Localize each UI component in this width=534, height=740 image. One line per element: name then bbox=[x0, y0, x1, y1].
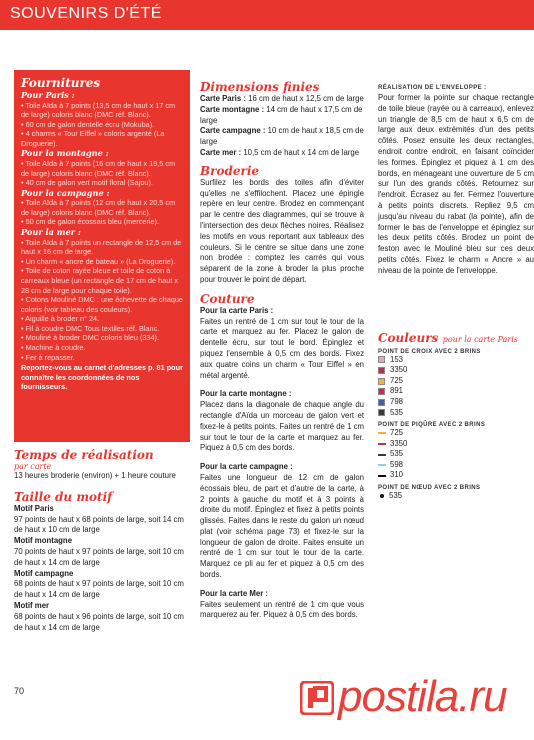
temps-sub: par carte bbox=[14, 462, 52, 471]
column-right bbox=[378, 85, 534, 502]
fournitures-item: • 4 charms « Tour Eiffel » coloris argenté (La Droguerie). bbox=[21, 129, 165, 148]
dimension-label: Carte Paris : bbox=[200, 94, 246, 103]
column-left bbox=[14, 448, 194, 633]
fournitures-item: • Cotons Mouliné DMC : une échevette de chaque coloris (voir tableau des couleurs). bbox=[21, 295, 183, 314]
fournitures-item: • Mouliné à broder DMC coloris bleu (334). bbox=[21, 333, 160, 343]
croix-color-row bbox=[378, 376, 534, 387]
color-code: 891 bbox=[390, 386, 404, 396]
piqure-label: POINT DE PIQÛRE AVEC 2 BRINS bbox=[378, 422, 486, 429]
fournitures-item: • 40 cm de galon vert motif floral (Sajou). bbox=[21, 178, 153, 188]
color-code: 798 bbox=[390, 396, 404, 406]
color-code: 535 bbox=[389, 491, 403, 501]
line-swatch-icon bbox=[378, 454, 386, 456]
fournitures-item: • 60 cm de galon dentelle écru (Mokuba). bbox=[21, 119, 155, 129]
fournitures-subheading: Pour la montagne : bbox=[21, 148, 109, 159]
watermark bbox=[300, 672, 507, 722]
color-swatch-icon bbox=[378, 399, 385, 406]
dimension-label: Carte mer : bbox=[200, 147, 242, 157]
piqure-list bbox=[378, 428, 534, 481]
line-swatch-icon bbox=[378, 475, 386, 477]
piqure-color-row bbox=[378, 449, 534, 460]
croix-list bbox=[378, 355, 534, 419]
fournitures-item: • Un charm « ancre de bateau » (La Droguerie). bbox=[21, 256, 176, 266]
section-title: SOUVENIRS D'ÉTÉ bbox=[10, 5, 162, 22]
fournitures-item: • Toile Aïda à 7 points (12 cm de haut x 20,5 cm de large) coloris blanc (DMC réf. Blanc). bbox=[21, 198, 176, 217]
croix-color-row bbox=[378, 355, 534, 366]
dimensions-title: Dimensions finies bbox=[200, 80, 320, 94]
line-swatch-icon bbox=[378, 432, 386, 434]
line-swatch-icon bbox=[378, 464, 386, 466]
dimension-label: Carte campagne : bbox=[200, 126, 266, 136]
couture-text: Faites seulement un rentré de 1 cm que vous marquerez au fer. Piquez à 0,5 cm des bords. bbox=[200, 599, 364, 620]
couleurs-block bbox=[378, 329, 534, 502]
postila-logo-icon bbox=[300, 681, 334, 715]
watermark-text: postila.ru bbox=[338, 672, 507, 721]
noeud-color-row bbox=[378, 491, 534, 502]
fournitures-item: • Toile Aïda à 7 points un rectangle de 12,5 cm de haut x 16 cm de large. bbox=[21, 237, 182, 257]
dimensions-list bbox=[200, 94, 364, 159]
dimension-row bbox=[200, 94, 364, 105]
piqure-color-row bbox=[378, 428, 534, 439]
fournitures-item: • Fer à repasser. bbox=[21, 352, 75, 362]
color-swatch-icon bbox=[378, 367, 385, 374]
croix-color-row bbox=[378, 365, 534, 376]
color-code: 3350 bbox=[390, 365, 408, 375]
croix-color-row bbox=[378, 397, 534, 408]
broderie-title: Broderie bbox=[200, 163, 260, 178]
fournitures-item: • Toile Aïda à 7 points (16 cm de haut x 19,5 cm de large) coloris blanc (DMC réf. Blanc). bbox=[21, 158, 176, 178]
dimension-row bbox=[200, 105, 364, 127]
fournitures-title: Fournitures bbox=[21, 76, 101, 90]
taille-item-name: Motif montagne bbox=[14, 536, 73, 546]
noeud-label: POINT DE NŒUD AVEC 2 BRINS bbox=[378, 485, 481, 492]
column-middle bbox=[200, 80, 364, 621]
color-code: 310 bbox=[390, 470, 404, 480]
taille-title: Taille du motif bbox=[14, 489, 113, 504]
fournitures-item: • Fil à coudre DMC Tous textiles réf. Blanc. bbox=[21, 323, 160, 333]
line-swatch-icon bbox=[378, 443, 386, 445]
fournitures-subheading: Pour la campagne : bbox=[21, 187, 110, 198]
fournitures-box bbox=[14, 70, 190, 442]
croix-color-row bbox=[378, 386, 534, 397]
taille-item-text: 70 points de haut x 97 points de large, soit 10 cm de haut x 14 cm de large bbox=[14, 546, 184, 567]
enveloppe-text: Pour former la pointe sur chaque rectangle de toile bleue (rayée ou à carreaux), enlevez un triangle de 8,5 cm de haut x 6,5 cm de large aux deux extrémités d'un des petits côtés. Posez ensuite les deux rectangles, endroit contre endroit, en faisant coïncider les formes. Épinglez et piquez à 1 cm des bords, en ménageant une ouverture de 5 cm sur l'un des grands côtés. Retournez sur l'endroit. Écrasez au fer. Fermez l'ouverture à petits points discrets. Repliez 9,5 cm jusqu'au niveau du rabat (la pointe), afin de former le bas de l'enveloppe et épinglez sur les deux petits côtés. Brodez un point de feston avec le Mouliné bleu sur ces deux petits côtés. Fixez le charm « Ancre » au niveau de la pointe de l'enveloppe. bbox=[378, 93, 534, 275]
couture-title: Couture bbox=[200, 291, 255, 306]
temps-title: Temps de réalisation bbox=[14, 448, 154, 462]
color-code: 725 bbox=[390, 375, 404, 385]
couture-text: Placez dans la diagonale de chaque angle du rectangle d'Aïda un morceau de galon vert et fixez-le à petits points. Faites un rentré de 1 cm sur tout le tour de la carte et marquez au fer. Piquez à 0,5 cm des bords. bbox=[200, 400, 364, 453]
color-swatch-icon bbox=[378, 388, 385, 395]
taille-item-text: 68 points de haut x 97 points de large, soit 10 cm de haut x 14 cm de large bbox=[14, 579, 184, 600]
fournitures-item: • 50 cm de galon écossais bleu (mercerie). bbox=[21, 217, 160, 227]
dimension-row bbox=[200, 126, 364, 148]
dimension-value: 16 cm de haut x 12,5 cm de large bbox=[245, 94, 364, 103]
dimension-label: Carte montagne : bbox=[200, 104, 265, 114]
couture-text: Faites une longueur de 12 cm de galon écossais bleu, de part et d'autre de la carte, à 2 points à gauche du motif et à 3 points à droite du motif. Épinglez et fixez à petits points glissés. Faites dans le reste du galon un nœud plat (voir schéma page 73) et fixez-le sur la longueur de galon de droite. Faites ensuite un rentré de 1 cm sur tout le tour de la carte. Marquez ce pli au fer et piquez à 0,5 cm des bords. bbox=[200, 472, 364, 580]
taille-item-text: 97 points de haut x 68 points de large, soit 14 cm de haut x 10 cm de large bbox=[14, 514, 184, 535]
fournitures-item: • Aiguille à broder n° 24. bbox=[21, 314, 100, 324]
color-swatch-icon bbox=[378, 378, 385, 385]
fournitures-item: • Toile Aïda à 7 points (13,5 cm de haut x 17 cm de large) coloris blanc (DMC réf. Blanc). bbox=[21, 100, 176, 120]
couture-heading: Pour la carte Paris : bbox=[200, 305, 274, 315]
fournitures-item: • Machine à coudre. bbox=[21, 343, 86, 353]
color-code: 598 bbox=[390, 459, 404, 469]
color-code: 725 bbox=[390, 428, 404, 438]
fournitures-subheading: Pour Paris : bbox=[21, 90, 75, 100]
croix-color-row bbox=[378, 408, 534, 419]
temps-text: 13 heures broderie (environ) + 1 heure couture bbox=[14, 471, 176, 480]
color-code: 535 bbox=[390, 407, 404, 417]
dimension-value: 14 cm de haut x 17,5 cm de large bbox=[200, 104, 363, 125]
couleurs-sub: pour la carte Paris bbox=[442, 334, 518, 344]
taille-item-name: Motif Paris bbox=[14, 503, 54, 513]
couture-heading: Pour la carte montagne : bbox=[200, 389, 292, 399]
couture-text: Faites un rentré de 1 cm sur tout le tour de la carte et marquez au fer. Placez le galon de dentelle écru, sur tout le bord. Épinglez et piquez l'ensemble à 0,5 cm des bords. Fixez aux quatre coins un charm « Tour Eiffel » en métal argenté. bbox=[200, 316, 364, 380]
taille-list bbox=[14, 504, 194, 634]
couture-list bbox=[200, 306, 364, 622]
fournitures-groups bbox=[21, 90, 184, 362]
color-swatch-icon bbox=[378, 356, 385, 363]
fournitures-note: Reportez-vous au carnet d'adresses p. 81 pour connaître les coordonnées de nos fournisseurs. bbox=[21, 363, 183, 392]
taille-item-name: Motif mer bbox=[14, 600, 50, 610]
couture-heading: Pour la carte Mer : bbox=[200, 588, 269, 598]
couleurs-title: Couleurs bbox=[378, 330, 439, 345]
piqure-color-row bbox=[378, 460, 534, 471]
taille-item-name: Motif campagne bbox=[14, 568, 74, 578]
color-code: 153 bbox=[390, 354, 404, 364]
knot-dot-icon bbox=[380, 494, 384, 498]
color-swatch-icon bbox=[378, 409, 385, 416]
taille-item-text: 68 points de haut x 96 points de large, soit 10 cm de haut x 14 cm de large bbox=[14, 611, 184, 632]
noeud-list bbox=[378, 491, 534, 502]
couture-heading: Pour la carte campagne : bbox=[200, 462, 293, 472]
enveloppe-title: RÉALISATION DE L'ENVELOPPE : bbox=[378, 85, 487, 91]
dimension-value: 10 cm de haut x 18,5 cm de large bbox=[200, 126, 364, 147]
dimension-row bbox=[200, 148, 364, 159]
piqure-color-row bbox=[378, 439, 534, 450]
broderie-text: Surfilez les bords des toiles afin d'éviter qu'elles ne s'effilochent. Placez une épingle repère en leur centre. Brodez en commençant par le centre des diagrammes, qui se trouve à l'intersection des deux flèches noires. Réalisez les motifs en vous reportant aux tableaux des couleurs. Si le centre se situe dans une zone non brodée : comptez les carrés qui vous séparent de la zone à broder la plus proche pour trouver le point de départ. bbox=[200, 177, 364, 284]
croix-label: POINT DE CROIX AVEC 2 BRINS bbox=[378, 348, 481, 355]
color-code: 3350 bbox=[390, 438, 408, 448]
piqure-color-row bbox=[378, 470, 534, 481]
fournitures-subheading: Pour la mer : bbox=[21, 227, 81, 238]
fournitures-item: • Toile de coton rayée bleue et toile de coton à carreaux bleue (un rectangle de 17 cm de haut x 28 cm de large pour chaque toile). bbox=[21, 266, 178, 295]
page-number: 70 bbox=[14, 686, 25, 696]
header-bar bbox=[0, 0, 534, 30]
dimension-value: 10,5 cm de haut x 14 cm de large bbox=[241, 147, 360, 157]
color-code: 535 bbox=[390, 449, 404, 459]
